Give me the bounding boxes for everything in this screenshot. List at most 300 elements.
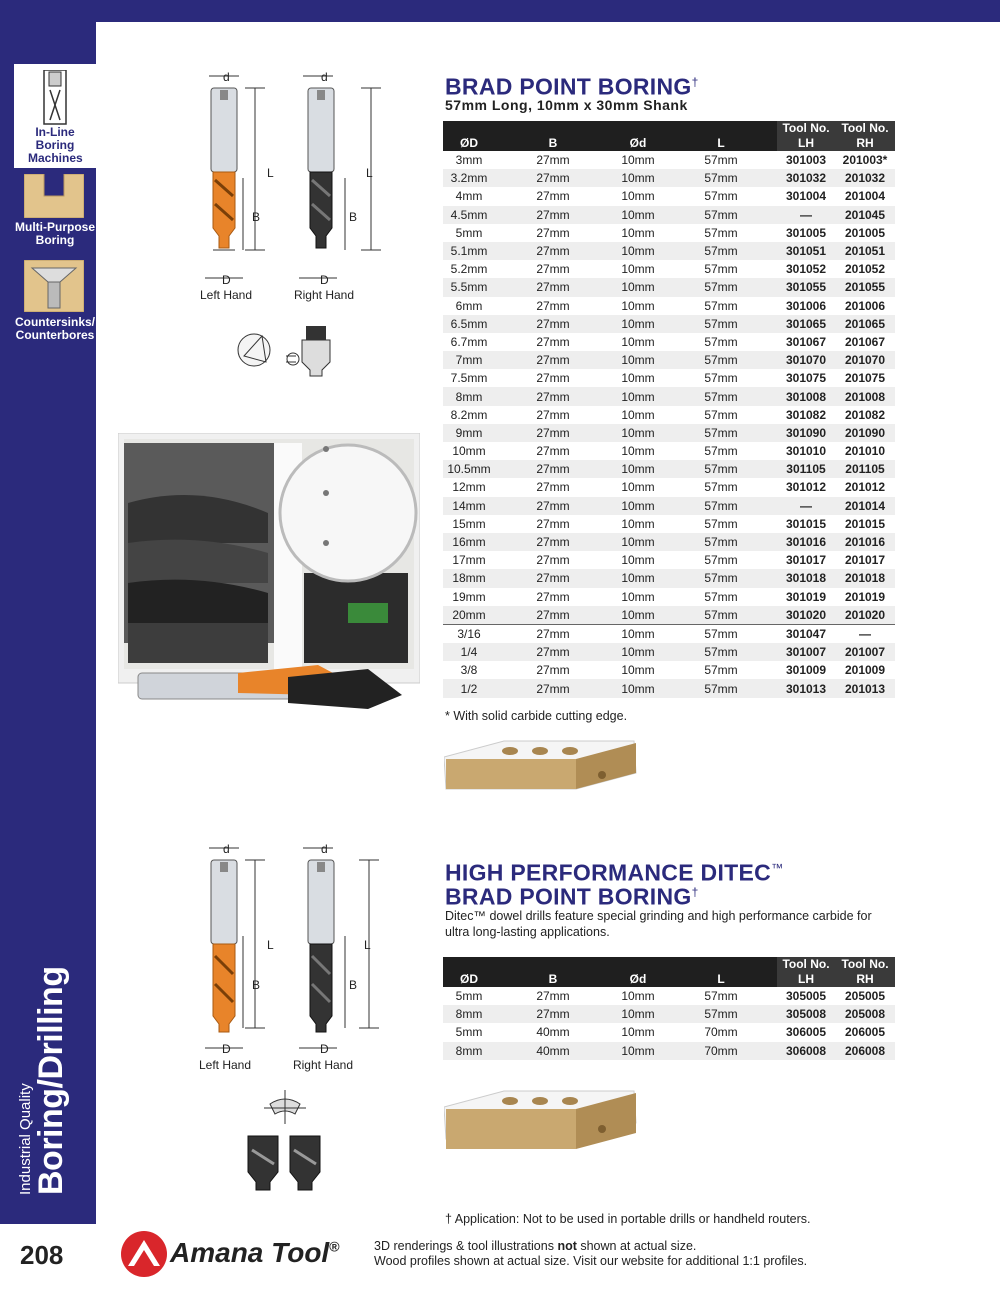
- table-cell: 301005: [785, 225, 827, 240]
- table-cell: 27mm: [495, 533, 611, 551]
- col-header-rh: RH: [835, 136, 895, 151]
- table-cell: 57mm: [704, 262, 738, 277]
- table-row: [443, 643, 895, 661]
- diagram2-label-B-right: B: [349, 978, 358, 992]
- table-cell: 57mm: [704, 407, 738, 422]
- sidebar-item-inline-boring[interactable]: [14, 64, 96, 168]
- table-cell: 301004: [785, 189, 827, 204]
- brad-point-drill-diagram: [195, 68, 395, 300]
- table-cell: 301070: [777, 351, 835, 369]
- table-cell: 301047: [777, 624, 835, 643]
- col-header-d-shank: Ød: [611, 121, 665, 151]
- table-row: [443, 351, 895, 369]
- table-cell: 18mm: [443, 569, 495, 587]
- table-cell: 70mm: [704, 1025, 738, 1040]
- table-cell: 4.5mm: [443, 206, 495, 224]
- table-cell: 201065: [835, 315, 895, 333]
- table-cell: 201032: [835, 169, 895, 187]
- table-cell: 7mm: [443, 351, 495, 369]
- table-cell: 201019: [844, 589, 886, 604]
- table-cell: 27mm: [536, 407, 570, 422]
- table-cell: 57mm: [665, 624, 777, 643]
- table-cell: 57mm: [704, 371, 738, 386]
- table-row: [443, 387, 895, 405]
- table-cell: 306008: [777, 1042, 835, 1060]
- table-cell: 10mm: [621, 589, 655, 604]
- table-cell: 201010: [844, 444, 886, 459]
- table-cell: 27mm: [495, 278, 611, 296]
- table-cell: 201070: [835, 351, 895, 369]
- table-cell: 201004: [844, 189, 886, 204]
- section2-description: Ditec™ dowel drills feature special grinding and high performance carbide for ultra long-lasting applications.: [445, 909, 872, 939]
- right-hand-label-2: Right Hand: [292, 1058, 354, 1072]
- table-cell: 10mm: [611, 624, 665, 643]
- table-cell: 201020: [835, 606, 895, 625]
- table-cell: 8.2mm: [450, 407, 488, 422]
- table-cell: 10mm: [621, 1025, 655, 1040]
- table-cell: 10mm: [611, 1005, 665, 1023]
- sidebar-title-big: Boring/Drilling: [32, 966, 70, 1195]
- table-cell: 27mm: [495, 424, 611, 442]
- table-cell: 19mm: [452, 589, 486, 604]
- table-cell: 201015: [844, 516, 886, 531]
- diagram-label-d-right: d: [321, 70, 328, 84]
- table-cell: 57mm: [665, 315, 777, 333]
- table-cell: 301008: [777, 387, 835, 405]
- table-cell: 57mm: [665, 1005, 777, 1023]
- table-cell: 57mm: [704, 334, 738, 349]
- table-cell: 10mm: [611, 679, 665, 697]
- table-cell: 10mm: [621, 663, 655, 678]
- table-row: [443, 224, 895, 242]
- sidebar-item-label: Countersinks/ Counterbores: [14, 315, 95, 342]
- table-cell: 27mm: [536, 663, 570, 678]
- col-header-tool-rh-top: Tool No.: [835, 121, 895, 136]
- sidebar-item-multi-purpose-boring[interactable]: [14, 170, 96, 220]
- table-cell: 8mm: [443, 387, 495, 405]
- table-row: [443, 206, 895, 224]
- table-cell: 10mm: [611, 606, 665, 625]
- table-cell: 5mm: [455, 1025, 483, 1040]
- table-cell: 8mm: [443, 1005, 495, 1023]
- table-cell: 17mm: [452, 553, 486, 568]
- diagram-label-D-right: D: [320, 273, 329, 287]
- table-cell: 57mm: [665, 206, 777, 224]
- table-cell: 201051: [835, 242, 895, 260]
- col2-header-l: L: [665, 957, 777, 987]
- table-cell: 57mm: [665, 533, 777, 551]
- table-cell: 301012: [785, 480, 827, 495]
- table-cell: 201052: [844, 262, 886, 277]
- table-cell: 14mm: [443, 497, 495, 515]
- table-cell: 27mm: [495, 315, 611, 333]
- table-cell: 15mm: [452, 516, 486, 531]
- table-cell: 57mm: [665, 460, 777, 478]
- dagger-mark-2: †: [691, 885, 699, 899]
- table-row: [443, 533, 895, 551]
- table-row: [443, 1042, 895, 1060]
- diagram2-label-L-right: L: [364, 938, 371, 952]
- table-cell: 301082: [785, 407, 827, 422]
- footer-note-line1: [374, 1239, 807, 1254]
- table-cell: 57mm: [704, 225, 738, 240]
- table-cell: 10mm: [621, 334, 655, 349]
- diagram2-label-D-left: D: [222, 1042, 231, 1056]
- table-cell: 10mm: [611, 278, 665, 296]
- table-cell: 10mm: [611, 351, 665, 369]
- col2-header-rh: RH: [835, 972, 895, 987]
- diagram-label-D-left: D: [222, 273, 231, 287]
- dagger-mark: †: [691, 75, 699, 89]
- table-cell: 10mm: [611, 206, 665, 224]
- table-row: [443, 606, 895, 625]
- table-cell: 301003: [785, 153, 827, 168]
- table-cell: 3/16: [443, 624, 495, 643]
- table-cell: 10mm: [611, 169, 665, 187]
- table-row: [443, 588, 895, 606]
- table-cell: —: [777, 497, 835, 515]
- table-row: [443, 406, 895, 424]
- table-cell: 6.7mm: [450, 334, 488, 349]
- diagram2-label-d-left: d: [223, 842, 230, 856]
- table-cell: 57mm: [665, 387, 777, 405]
- col-header-tool-lh-top: Tool No.: [777, 121, 835, 136]
- sidebar-title-small: Industrial Quality: [17, 1083, 34, 1195]
- table-row: [443, 297, 895, 315]
- table-row: [443, 424, 895, 442]
- table-cell: 6.5mm: [443, 315, 495, 333]
- table-cell: 57mm: [704, 480, 738, 495]
- ditec-spec-table: [443, 957, 895, 1060]
- section2-title-line1-text: HIGH PERFORMANCE DITEC: [445, 859, 772, 886]
- table-cell: 10mm: [611, 643, 665, 661]
- table-cell: 27mm: [536, 298, 570, 313]
- table-cell: 5.5mm: [443, 278, 495, 296]
- table-cell: 40mm: [536, 1025, 570, 1040]
- table-cell: 27mm: [495, 606, 611, 625]
- table-row: [443, 442, 895, 460]
- table-cell: 201075: [844, 371, 886, 386]
- table-cell: 201007: [835, 643, 895, 661]
- table-cell: 4mm: [455, 189, 483, 204]
- table-cell: 27mm: [536, 989, 570, 1004]
- table-cell: 27mm: [536, 262, 570, 277]
- table-cell: 57mm: [704, 589, 738, 604]
- table-cell: 301032: [777, 169, 835, 187]
- registered-mark: ®: [329, 1238, 340, 1255]
- table-cell: 301018: [777, 569, 835, 587]
- col-header-lh: LH: [777, 136, 835, 151]
- table-row: [443, 1005, 895, 1023]
- table-cell: 301075: [785, 371, 827, 386]
- left-hand-label-2: Left Hand: [198, 1058, 252, 1072]
- table-cell: 201067: [844, 334, 886, 349]
- table-cell: 27mm: [536, 553, 570, 568]
- table-cell: 201090: [835, 424, 895, 442]
- table-cell: 57mm: [665, 569, 777, 587]
- col-header-l: L: [665, 121, 777, 151]
- table-cell: 10mm: [621, 444, 655, 459]
- table-cell: 201045: [835, 206, 895, 224]
- table-cell: 57mm: [704, 444, 738, 459]
- table-cell: 57mm: [704, 663, 738, 678]
- table-cell: 57mm: [665, 679, 777, 697]
- table-cell: 57mm: [665, 606, 777, 625]
- table-cell: 201005: [844, 225, 886, 240]
- brand-text: Amana Tool: [170, 1237, 330, 1268]
- table-cell: 27mm: [536, 444, 570, 459]
- table-cell: 201018: [835, 569, 895, 587]
- brad-point-spec-table: [443, 121, 895, 698]
- table-cell: 10mm: [621, 189, 655, 204]
- table-row: [443, 624, 895, 643]
- table-row: [443, 569, 895, 587]
- table-cell: 201055: [835, 278, 895, 296]
- table-cell: 20mm: [443, 606, 495, 625]
- table-cell: 57mm: [704, 298, 738, 313]
- table-cell: 306005: [785, 1025, 827, 1040]
- table-row: [443, 497, 895, 515]
- table-cell: 10mm: [611, 533, 665, 551]
- table-cell: 3.2mm: [443, 169, 495, 187]
- table-cell: 27mm: [495, 1005, 611, 1023]
- diagram-label-L-left: L: [267, 166, 274, 180]
- table-cell: 6mm: [455, 298, 483, 313]
- diagram2-label-D-right: D: [320, 1042, 329, 1056]
- table-cell: 301067: [785, 334, 827, 349]
- table-cell: 10mm: [621, 262, 655, 277]
- table-row: [443, 987, 895, 1005]
- table-cell: 27mm: [495, 569, 611, 587]
- col2-header-od: ØD: [443, 957, 495, 987]
- table-row: [443, 260, 895, 278]
- top-bar: [0, 0, 1000, 22]
- table-cell: 27mm: [536, 371, 570, 386]
- table-cell: 27mm: [536, 334, 570, 349]
- table-cell: 206005: [844, 1025, 886, 1040]
- table-row: [443, 369, 895, 387]
- table-row: [443, 478, 895, 496]
- table-cell: 5mm: [455, 989, 483, 1004]
- table-cell: 9mm: [443, 424, 495, 442]
- table-cell: 27mm: [495, 351, 611, 369]
- table-cell: 27mm: [536, 589, 570, 604]
- table-cell: 27mm: [536, 516, 570, 531]
- col-header-od: ØD: [443, 121, 495, 151]
- table-cell: 205005: [844, 989, 886, 1004]
- table-cell: 301006: [785, 298, 827, 313]
- section2-title-line2-text: BRAD POINT BORING: [445, 883, 692, 910]
- table-cell: 27mm: [495, 387, 611, 405]
- table-cell: 201006: [844, 298, 886, 313]
- table-cell: —: [777, 206, 835, 224]
- table-cell: 301013: [777, 679, 835, 697]
- table-cell: 10mm: [621, 516, 655, 531]
- table-row: [443, 187, 895, 205]
- table-cell: 5.1mm: [443, 242, 495, 260]
- footer-note-line2: Wood profiles shown at actual size. Visit our website for additional 1:1 profiles.: [374, 1254, 808, 1268]
- carbide-note: * With solid carbide cutting edge.: [445, 709, 628, 723]
- table-cell: 57mm: [704, 153, 738, 168]
- table-cell: 301009: [785, 663, 827, 678]
- table-cell: 10mm: [621, 553, 655, 568]
- table-cell: 27mm: [495, 497, 611, 515]
- table-cell: 301016: [777, 533, 835, 551]
- diagram-label-L-right: L: [366, 166, 373, 180]
- diagram-label-d-left: d: [223, 70, 230, 84]
- table-cell: —: [835, 624, 895, 643]
- table-cell: 27mm: [495, 460, 611, 478]
- table-cell: 10mm: [452, 444, 486, 459]
- table-cell: 305008: [777, 1005, 835, 1023]
- table-cell: 301017: [785, 553, 827, 568]
- section1-subtitle: 57mm Long, 10mm x 30mm Shank: [445, 97, 688, 113]
- table-cell: 201105: [835, 460, 895, 478]
- table-row: [443, 661, 895, 679]
- table-cell: 27mm: [536, 189, 570, 204]
- wood-profile-sample-2: [444, 1085, 639, 1165]
- table-cell: 10mm: [611, 1042, 665, 1060]
- table-row: [443, 242, 895, 260]
- table-row: [443, 515, 895, 533]
- table-cell: 3mm: [455, 153, 483, 168]
- table-cell: 57mm: [704, 553, 738, 568]
- col2-header-b: B: [495, 957, 611, 987]
- countersink-icon: [24, 260, 84, 312]
- table-cell: 57mm: [665, 497, 777, 515]
- table-cell: 10mm: [611, 460, 665, 478]
- sidebar-item-label: Multi-Purpose Boring: [15, 220, 95, 247]
- table-row: [443, 1023, 895, 1041]
- table-cell: 301010: [785, 444, 827, 459]
- footer-note: [374, 1239, 807, 1269]
- table-cell: 27mm: [495, 624, 611, 643]
- table-cell: 201017: [844, 553, 886, 568]
- ditec-cutting-profile-icon: [240, 1090, 330, 1200]
- table-cell: 8mm: [443, 1042, 495, 1060]
- table-cell: 27mm: [495, 206, 611, 224]
- table-cell: 57mm: [704, 989, 738, 1004]
- table-cell: 27mm: [536, 480, 570, 495]
- table-cell: 10mm: [621, 407, 655, 422]
- table-cell: 27mm: [536, 153, 570, 168]
- footer-note-post: shown at actual size.: [576, 1239, 697, 1253]
- table-cell: 10mm: [621, 371, 655, 386]
- table-cell: 57mm: [665, 278, 777, 296]
- table-cell: 10mm: [611, 569, 665, 587]
- footer-note-bold: not: [557, 1239, 577, 1253]
- col2-header-tool-lh-top: Tool No.: [777, 957, 835, 972]
- table-cell: 5mm: [455, 225, 483, 240]
- table-cell: 10mm: [611, 387, 665, 405]
- inline-boring-icon: [40, 70, 70, 126]
- table-cell: 16mm: [443, 533, 495, 551]
- diagram-label-B-left: B: [252, 210, 261, 224]
- table-row: [443, 315, 895, 333]
- brad-point-table-body: [443, 151, 895, 698]
- right-hand-label: Right Hand: [293, 288, 355, 302]
- diagram-label-B-right: B: [349, 210, 358, 224]
- diagram2-label-B-left: B: [252, 978, 261, 992]
- ditec-drill-diagram: [195, 840, 395, 1070]
- table-cell: 10mm: [621, 989, 655, 1004]
- col2-header-tool-rh-top: Tool No.: [835, 957, 895, 972]
- table-cell: 205008: [835, 1005, 895, 1023]
- table-cell: 57mm: [665, 242, 777, 260]
- table-cell: 27mm: [495, 242, 611, 260]
- section1-title: [445, 70, 699, 99]
- sidebar-item-countersinks[interactable]: [14, 258, 96, 312]
- table-cell: 27mm: [495, 169, 611, 187]
- table-cell: 201009: [844, 663, 886, 678]
- table-cell: 201008: [835, 387, 895, 405]
- table-row: [443, 333, 895, 351]
- table-cell: 301052: [785, 262, 827, 277]
- table-cell: 301019: [785, 589, 827, 604]
- table-cell: 10mm: [621, 298, 655, 313]
- table-cell: 201012: [844, 480, 886, 495]
- table-cell: 27mm: [495, 679, 611, 697]
- table-cell: 57mm: [665, 424, 777, 442]
- table-cell: 201082: [844, 407, 886, 422]
- table-cell: 12mm: [452, 480, 486, 495]
- amana-logo-icon: [120, 1230, 168, 1278]
- table-cell: 301065: [777, 315, 835, 333]
- table-cell: 10mm: [621, 153, 655, 168]
- table-cell: 301055: [777, 278, 835, 296]
- table-cell: 305005: [785, 989, 827, 1004]
- table-cell: 201013: [835, 679, 895, 697]
- table-cell: 301051: [777, 242, 835, 260]
- diagram2-label-d-right: d: [321, 842, 328, 856]
- table-cell: 301015: [785, 516, 827, 531]
- table-cell: 1/4: [443, 643, 495, 661]
- table-cell: 206008: [835, 1042, 895, 1060]
- table-cell: 57mm: [665, 643, 777, 661]
- table-cell: 10mm: [611, 315, 665, 333]
- page-number: 208: [20, 1240, 64, 1270]
- table-cell: 1/2: [443, 679, 495, 697]
- table-cell: 57mm: [665, 169, 777, 187]
- table-cell: 10mm: [621, 480, 655, 495]
- table-cell: 301105: [777, 460, 835, 478]
- table-cell: 10mm: [611, 497, 665, 515]
- table-cell: 301007: [777, 643, 835, 661]
- cutting-profile-icon: [236, 322, 336, 382]
- table-row: [443, 151, 895, 169]
- table-cell: 301090: [777, 424, 835, 442]
- table-cell: 27mm: [495, 643, 611, 661]
- table-cell: 301020: [777, 606, 835, 625]
- table-cell: 27mm: [536, 225, 570, 240]
- sidebar-title: [18, 966, 68, 1195]
- section1-title-text: BRAD POINT BORING: [445, 73, 692, 100]
- shelf-application-photo: [118, 433, 420, 735]
- application-note: † Application: Not to be used in portable drills or handheld routers.: [445, 1212, 811, 1226]
- table-cell: 10mm: [611, 242, 665, 260]
- table-row: [443, 460, 895, 478]
- table-cell: 201003*: [842, 153, 888, 168]
- table-row: [443, 169, 895, 187]
- trademark-mark: ™: [771, 861, 784, 875]
- table-cell: 57mm: [704, 516, 738, 531]
- wood-profile-sample-1: [444, 735, 639, 815]
- col2-header-lh: LH: [777, 972, 835, 987]
- table-cell: 201014: [835, 497, 895, 515]
- table-cell: 70mm: [665, 1042, 777, 1060]
- table-cell: 7.5mm: [450, 371, 488, 386]
- sidebar-item-label: In-Line Boring Machines: [28, 125, 83, 165]
